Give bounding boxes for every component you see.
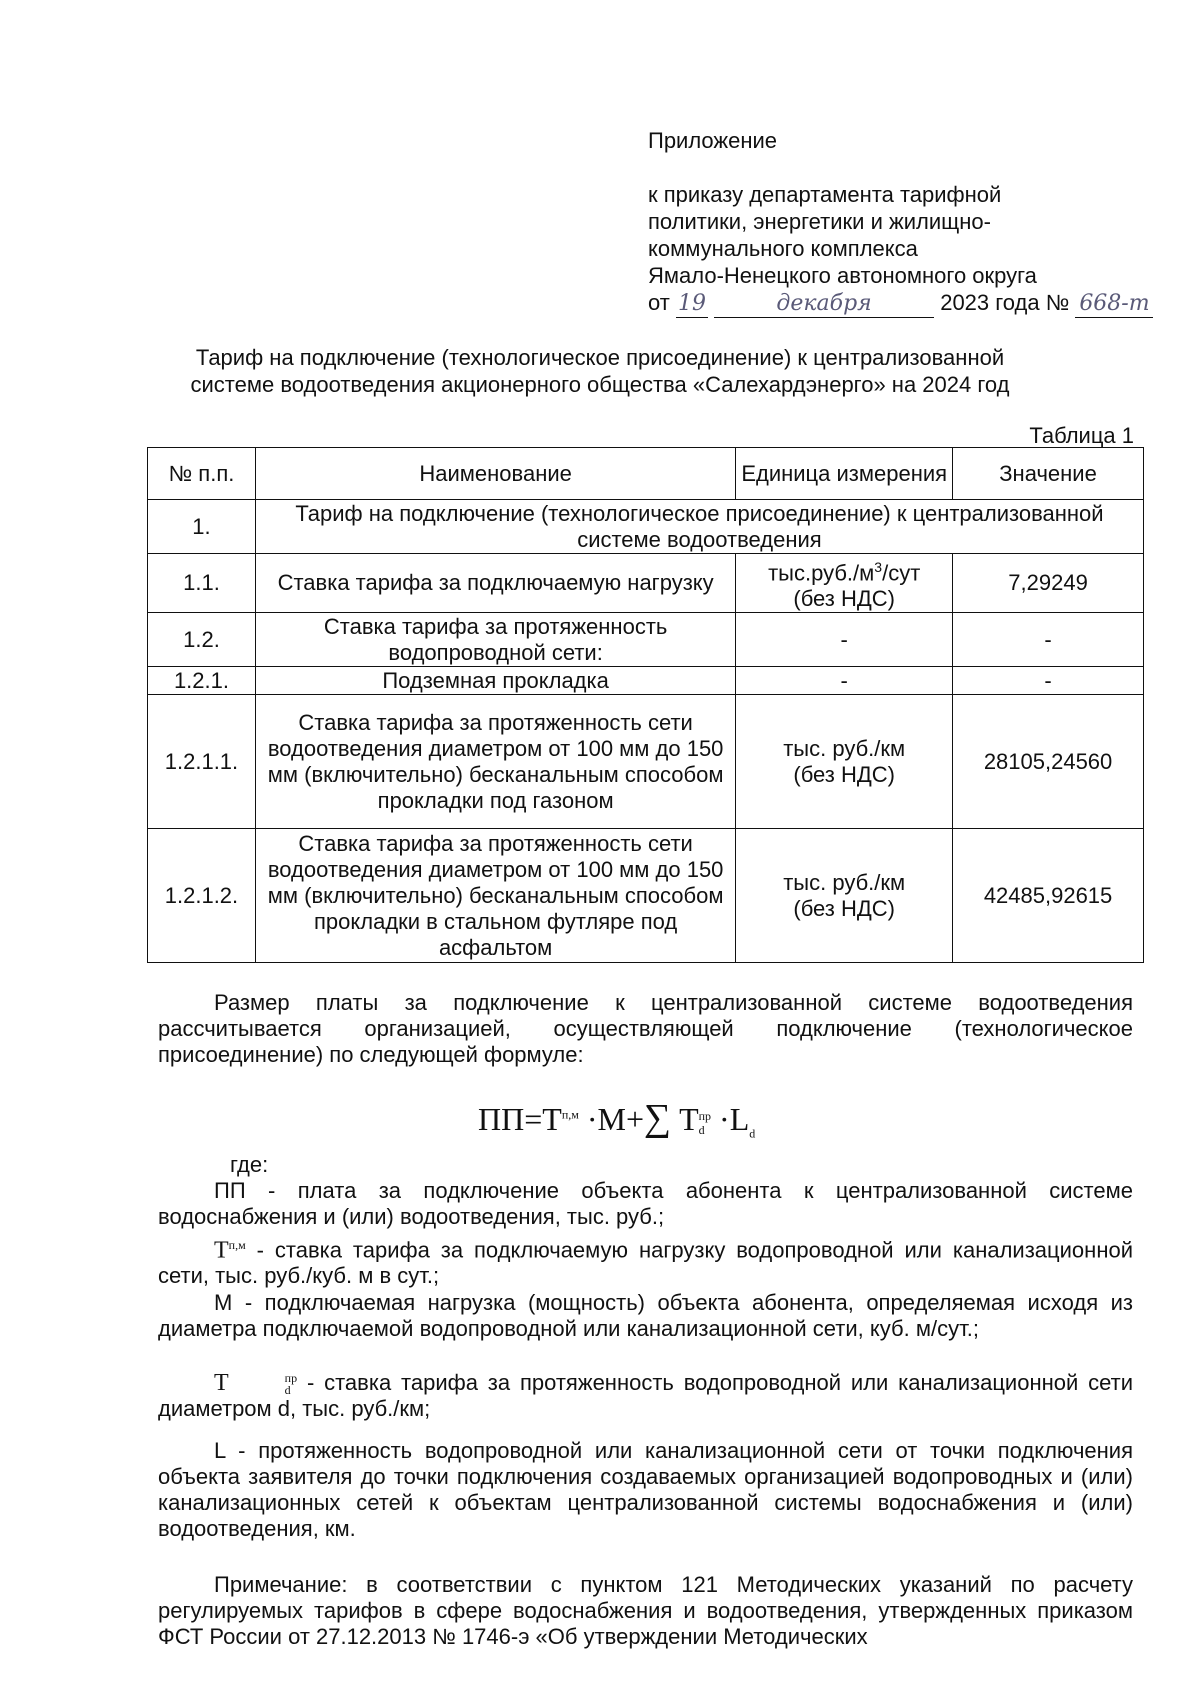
table-row <box>148 695 1144 829</box>
document-title <box>130 344 1070 398</box>
order-line-1: к приказу департамента тарифной <box>648 182 1002 207</box>
table-header-row <box>148 448 1144 500</box>
date-prefix: от <box>648 290 670 315</box>
date-month: декабря <box>776 291 872 316</box>
intro-paragraph: Размер платы за подключение к централизованной системе водоотведения рассчитывается организацией, осуществляющей подключение (технологическое присоединение) по следующей формуле: <box>158 990 1133 1067</box>
fee-formula: $ПП=Т^{п,м} \cdot М+\sum$ Т пр d $\cdot L_d$ <box>478 1097 756 1141</box>
row-num: 1.2.1. <box>148 667 256 695</box>
table-row <box>148 667 1144 695</box>
row-name: Тариф на подключение (технологическое присоединение) к централизованной системе водоотведения <box>255 500 1143 554</box>
header-value: Значение <box>953 448 1144 500</box>
table-row <box>148 829 1144 963</box>
row-name: Ставка тарифа за протяженность сети водоотведения диаметром от 100 мм до 150 мм (включительно) бесканальным способом прокладки под газоном <box>255 695 735 829</box>
row-value: - <box>953 613 1144 667</box>
row-unit: тыс. руб./км (без НДС) <box>736 829 953 963</box>
order-number: 668-т <box>1079 291 1150 316</box>
date-day: 19 <box>677 291 706 316</box>
date-month-field <box>714 289 934 318</box>
note-paragraph: Примечание: в соответствии с пунктом 121 Методических указаний по расчету регулируемых тарифов в сфере водоснабжения и водоотведения, утвержденных приказом ФСТ России от 27.12.2013 № 1746-э «Об утверждении Методических <box>158 1572 1133 1649</box>
row-name: Ставка тарифа за подключаемую нагрузку <box>255 554 735 613</box>
where-label: где: <box>230 1152 269 1177</box>
def-td: Т пр d - ставка тарифа за протяженность водопроводной или канализационной сети диаметром d, тыс. руб./км; <box>158 1370 1133 1422</box>
row-num: 1.1. <box>148 554 256 613</box>
row-unit: $тыс.руб./м^3$/сут (без НДС) <box>736 554 953 613</box>
order-line-2: политики, энергетики и жилищно- <box>648 209 991 234</box>
title-line-1: Тариф на подключение (технологическое присоединение) к централизованной <box>195 345 1005 370</box>
row-value: 28105,24560 <box>953 695 1144 829</box>
row-unit: - <box>736 613 953 667</box>
row-value: 7,29249 <box>953 554 1144 613</box>
row-num: 1.2.1.2. <box>148 829 256 963</box>
row-value: - <box>953 667 1144 695</box>
row-num: 1.2. <box>148 613 256 667</box>
row-num: 1. <box>148 500 256 554</box>
td-symbol: Т <box>214 1370 229 1396</box>
appendix-label: Приложение <box>648 128 778 153</box>
row-value: 42485,92615 <box>953 829 1144 963</box>
row-num: 1.2.1.1. <box>148 695 256 829</box>
row-unit: - <box>736 667 953 695</box>
title-line-2: системе водоотведения акционерного общества «Салехардэнерго» на 2024 год <box>190 372 1010 397</box>
date-day-field <box>676 289 708 318</box>
order-line-3: коммунального комплекса <box>648 236 918 261</box>
table-row <box>148 500 1144 554</box>
order-number-field <box>1075 289 1153 318</box>
order-date-line <box>648 289 1153 318</box>
row-name: Подземная прокладка <box>255 667 735 695</box>
tariff-table <box>147 447 1144 963</box>
order-reference <box>648 181 1153 318</box>
def-m: М - подключаемая нагрузка (мощность) объекта абонента, определяемая исходя из диаметра подключаемой водопроводной или канализационной сети, куб. м/сут.; <box>158 1290 1133 1341</box>
order-line-4: Ямало-Ненецкого автономного округа <box>648 263 1037 288</box>
date-year: 2023 года № <box>940 290 1070 315</box>
t-symbol: Т <box>214 1237 229 1264</box>
row-unit: тыс. руб./км (без НДС) <box>736 695 953 829</box>
header-name: Наименование <box>255 448 735 500</box>
table-caption: Таблица 1 <box>1029 423 1134 448</box>
row-name: Ставка тарифа за протяженность сети водоотведения диаметром от 100 мм до 150 мм (включительно) бесканальным способом прокладки в стальном футляре под асфальтом <box>255 829 735 963</box>
table-row <box>148 613 1144 667</box>
table-row <box>148 554 1144 613</box>
header-num: № п.п. <box>148 448 256 500</box>
def-t: $Т^{п,м}$ - ставка тарифа за подключаемую нагрузку водопроводной или канализационной сети, тыс. руб./куб. м в сут.; <box>158 1237 1133 1289</box>
header-unit: Единица измерения <box>736 448 953 500</box>
def-l: L - протяженность водопроводной или канализационной сети от точки подключения объекта заявителя до точки подключения создаваемых организацией водопроводных и (или) канализационных сетей к объектам централизованной системы водоснабжения и (или) водоотведения, км. <box>158 1438 1133 1541</box>
row-name: Ставка тарифа за протяженность водопроводной сети: <box>255 613 735 667</box>
def-pp: ПП - плата за подключение объекта абонента к централизованной системе водоснабжения и (или) водоотведения, тыс. руб.; <box>158 1178 1133 1229</box>
